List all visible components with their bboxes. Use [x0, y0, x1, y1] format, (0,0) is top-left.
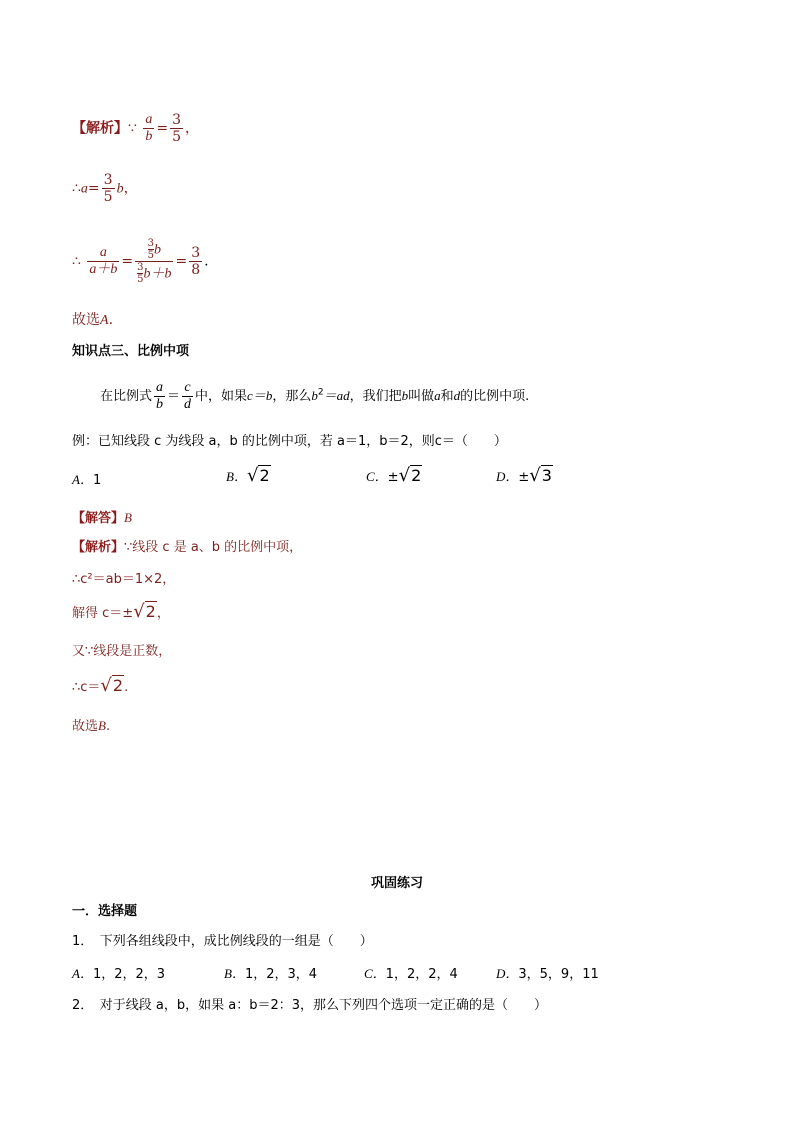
definition-line: 在比例式 $\frac{a}{b}$ ＝ $\frac{c}{d}$ 中，如果c＝b，那么$b^2=ad$，我们把b叫做a和d的比例中项.	[100, 380, 530, 412]
because-symbol: ∵	[128, 120, 137, 137]
analysis-line3: 解得 c＝±√2，	[72, 601, 170, 622]
answer-line: 【解答】B	[72, 510, 132, 526]
question-2: 2． 对于线段 a，b，如果 a：b＝2：3，那么下列四个选项一定正确的是（ ）	[72, 998, 548, 1013]
example-question: 例：已知线段 c 为线段 a，b 的比例中项，若 a＝1，b＝2，则c＝（ ）	[72, 434, 507, 449]
solution1-conclusion: 故选A.	[72, 312, 114, 328]
fraction-3-over-5: $\frac{3}{5}$	[172, 112, 182, 145]
option-c: C．±√2	[366, 465, 422, 486]
question-1: 1． 下列各组线段中，成比例线段的一组是（ ）	[72, 934, 373, 949]
solution1-line3: ∴ $\frac{a}{a+b}$ = $\frac{3}{5}$ b $\frac{3}{5}$ b＋b = $\frac{3}{8}$ .	[72, 238, 209, 285]
solution1-line1: 【解析】∵ $\frac{a}{b}$ = $\frac{3}{5}$ ，	[72, 112, 200, 145]
option-b: B．√2	[226, 465, 270, 486]
q1-option-b: B．1，2，3，4	[224, 966, 318, 982]
fraction-a-over-a-plus-b: $\frac{a}{a+b}$	[89, 245, 118, 277]
analysis-line2: ∴c²＝ab＝1×2，	[72, 572, 176, 587]
option-a: A．1	[72, 472, 102, 488]
fraction-3-over-8: $\frac{3}{8}$	[191, 245, 201, 278]
section-heading: 知识点三、比例中项	[72, 344, 190, 359]
analysis-line1: 【解析】∵线段 c 是 a、b 的比例中项，	[72, 540, 303, 555]
q1-option-c: C．1，2，2，4	[364, 966, 458, 982]
analysis-line5: ∴c＝√2.	[72, 675, 129, 696]
practice-title: 巩固练习	[370, 876, 423, 891]
analysis-line4: 又∵线段是正数，	[72, 644, 172, 659]
analysis-conclusion: 故选B.	[72, 718, 111, 734]
fraction-a-over-b: $\frac{a}{b}$	[145, 112, 153, 144]
fraction-c-over-d: $\frac{c}{d}$	[184, 380, 192, 412]
q1-option-a: A．1，2，2，3	[72, 966, 166, 982]
fraction-a-over-b: $\frac{a}{b}$	[156, 380, 164, 412]
q1-option-d: D．3，5，9，11	[496, 966, 599, 982]
option-d: D．±√3	[496, 465, 552, 486]
analysis-tag: 【解析】	[72, 120, 128, 137]
practice-part-heading: 一．选择题	[72, 904, 138, 919]
complex-fraction: $\frac{3}{5}$ b $\frac{3}{5}$ b＋b	[137, 238, 172, 285]
solution1-line2: ∴a= $\frac{3}{5}$ b，	[72, 172, 138, 205]
fraction-3-over-5: $\frac{3}{5}$	[103, 172, 113, 205]
